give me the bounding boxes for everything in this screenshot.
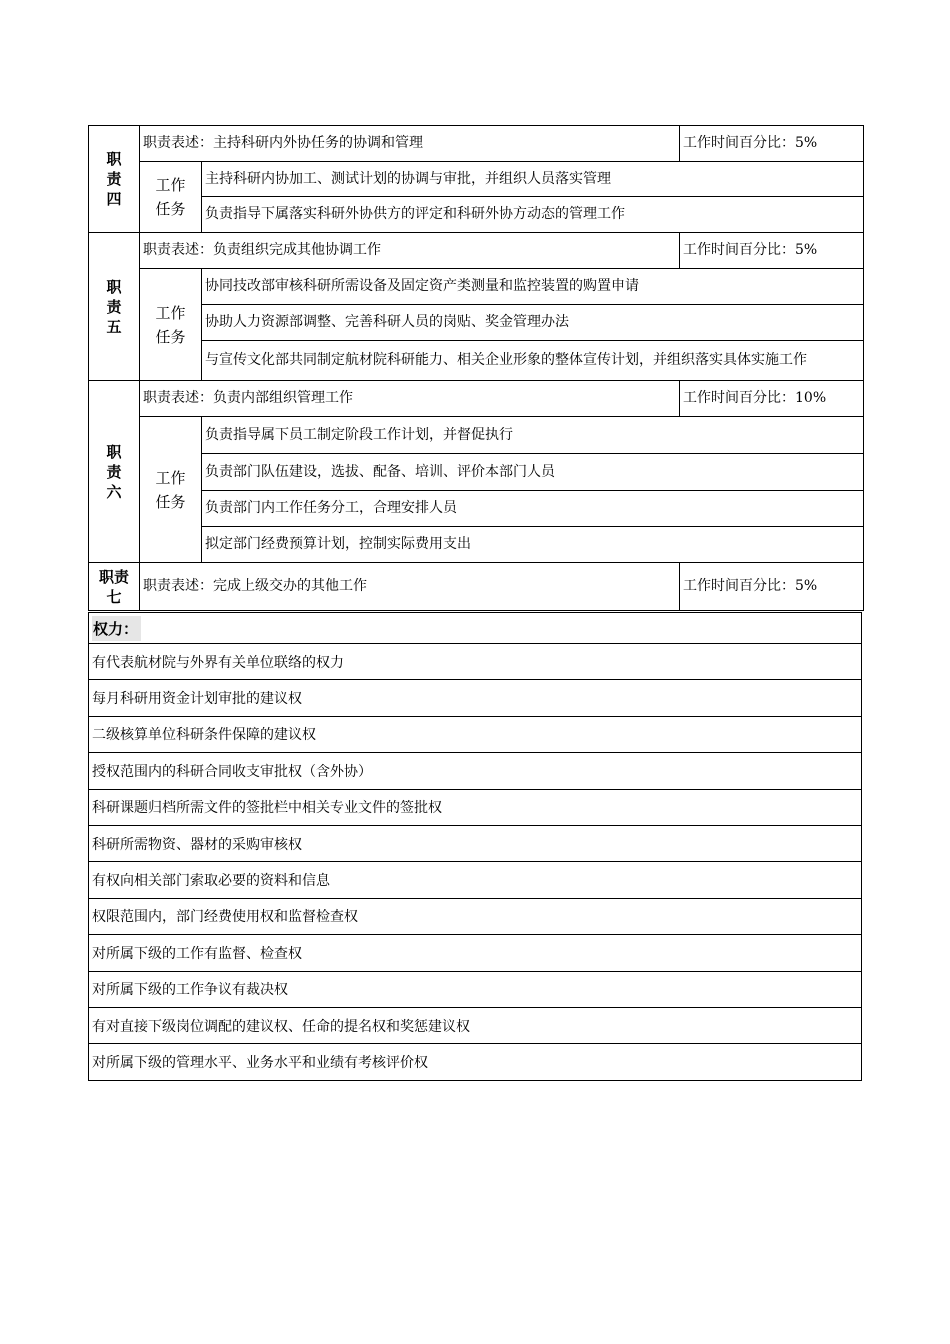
duty-5-label: 职 责 五 — [89, 233, 140, 381]
duty-7-description-row — [89, 563, 864, 611]
duty-4-description: 职责表述：主持科研内外协任务的协调和管理 — [140, 126, 680, 162]
duty-5-task-label: 工作 任务 — [140, 269, 202, 381]
powers-title-text: 权力： — [92, 616, 141, 641]
duty-6-task-row — [89, 491, 864, 527]
duty-5-task-2: 协助人力资源部调整、完善科研人员的岗贴、奖金管理办法 — [202, 305, 864, 341]
duty-6-task-row — [89, 527, 864, 563]
duty-6-task-3: 负责部门内工作任务分工，合理安排人员 — [202, 491, 864, 527]
duty-4-task-1: 主持科研内协加工、测试计划的协调与审批，并组织人员落实管理 — [202, 162, 864, 197]
duty-4-task-2: 负责指导下属落实科研外协供方的评定和科研外协方动态的管理工作 — [202, 197, 864, 233]
duty-4-description-row — [89, 126, 864, 162]
power-item: 有对直接下级岗位调配的建议权、任命的提名权和奖惩建议权 — [88, 1008, 862, 1044]
power-item: 二级核算单位科研条件保障的建议权 — [88, 717, 862, 753]
duty-4-task-row — [89, 197, 864, 233]
power-item: 授权范围内的科研合同收支审批权（含外协） — [88, 753, 862, 789]
duty-5-task-1: 协同技改部审核科研所需设备及固定资产类测量和监控装置的购置申请 — [202, 269, 864, 305]
duty-6-label: 职 责 六 — [89, 381, 140, 563]
duty-5-task-3: 与宣传文化部共同制定航材院科研能力、相关企业形象的整体宣传计划，并组织落实具体实施工作 — [202, 341, 864, 381]
duty-6-task-label: 工作 任务 — [140, 417, 202, 563]
duty-6-description: 职责表述：负责内部组织管理工作 — [140, 381, 680, 417]
duty-6-task-row — [89, 454, 864, 491]
duty-7-description: 职责表述：完成上级交办的其他工作 — [140, 563, 680, 611]
duty-4-task-label: 工作 任务 — [140, 162, 202, 233]
duty-7-time-percent: 工作时间百分比：5% — [680, 563, 864, 611]
power-item: 对所属下级的工作争议有裁决权 — [88, 972, 862, 1008]
duty-5-time-percent: 工作时间百分比：5% — [680, 233, 864, 269]
power-item: 权限范围内，部门经费使用权和监督检查权 — [88, 899, 862, 935]
duty-5-task-row — [89, 269, 864, 305]
duty-7-label: 职责 七 — [89, 563, 140, 611]
powers-section — [88, 612, 862, 1081]
power-item: 对所属下级的工作有监督、检查权 — [88, 935, 862, 971]
duty-5-task-row — [89, 341, 864, 381]
powers-title — [88, 612, 862, 644]
power-item: 科研课题归档所需文件的签批栏中相关专业文件的签批权 — [88, 790, 862, 826]
duty-6-task-row — [89, 417, 864, 454]
power-item: 每月科研用资金计划审批的建议权 — [88, 680, 862, 716]
power-item: 有代表航材院与外界有关单位联络的权力 — [88, 644, 862, 680]
power-item: 对所属下级的管理水平、业务水平和业绩有考核评价权 — [88, 1044, 862, 1080]
power-item: 科研所需物资、器材的采购审核权 — [88, 826, 862, 862]
duty-4-label: 职 责 四 — [89, 126, 140, 233]
duty-6-time-percent: 工作时间百分比：10% — [680, 381, 864, 417]
duty-6-task-1: 负责指导属下员工制定阶段工作计划，并督促执行 — [202, 417, 864, 454]
duty-5-description: 职责表述：负责组织完成其他协调工作 — [140, 233, 680, 269]
duty-6-task-4: 拟定部门经费预算计划，控制实际费用支出 — [202, 527, 864, 563]
power-item: 有权向相关部门索取必要的资料和信息 — [88, 862, 862, 898]
duties-table — [88, 125, 864, 611]
duty-5-task-row — [89, 305, 864, 341]
duty-4-task-row — [89, 162, 864, 197]
duty-5-description-row — [89, 233, 864, 269]
duty-6-task-2: 负责部门队伍建设，选拔、配备、培训、评价本部门人员 — [202, 454, 864, 491]
duty-6-description-row — [89, 381, 864, 417]
duty-4-time-percent: 工作时间百分比：5% — [680, 126, 864, 162]
